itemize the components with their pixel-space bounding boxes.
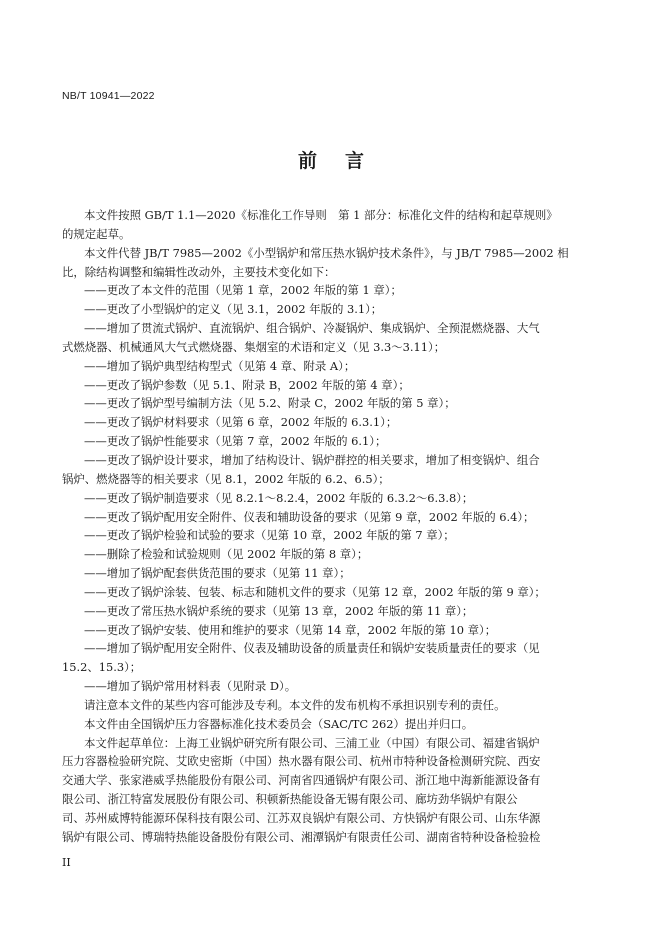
text-line: ——更改了本文件的范围（见第 1 章，2002 年版的第 1 章）； [84, 283, 402, 298]
text-line: 比，除结构调整和编辑性改动外，主要技术变化如下： [62, 264, 336, 279]
standard-code: NB/T 10941—2022 [62, 90, 155, 102]
text-line: 司、苏州威博特能源环保科技有限公司、江苏双良锅炉有限公司、方快锅炉有限公司、山东华源 [62, 811, 541, 825]
text-line: 本文件由全国锅炉压力容器标准化技术委员会（SAC/TC 262）提出并归口。 [84, 716, 474, 731]
text-line: ——增加了贯流式锅炉、直流锅炉、组合锅炉、冷凝锅炉、集成锅炉、全预混燃烧器、大气 [84, 321, 540, 336]
title-char-2: 言 [345, 150, 365, 172]
text-line: ——更改了锅炉安装、使用和维护的要求（见第 14 章，2002 年版的第 10 章）； [84, 622, 497, 637]
page-title [0, 146, 662, 173]
text-line: ——删除了检验和试验规则（见 2002 年版的第 8 章）； [84, 547, 369, 562]
text-line: 式燃烧器、机械通风大气式燃烧器、集烟室的术语和定义（见 3.3～3.11）； [62, 339, 446, 354]
text-line: 本文件起草单位：上海工业锅炉研究所有限公司、三浦工业（中国）有限公司、福建省锅炉 [84, 735, 540, 750]
text-line: 请注意本文件的某些内容可能涉及专利。本文件的发布机构不承担识别专利的责任。 [84, 697, 506, 712]
text-line: ——更改了锅炉材料要求（见第 6 章，2002 年版的 6.3.1）； [84, 415, 398, 430]
text-line: 限公司、浙江特富发展股份有限公司、积顿新热能设备无锡有限公司、廊坊劲华锅炉有限公 [62, 792, 518, 807]
text-line: 本文件代替 JB/T 7985—2002《小型锅炉和常压热水锅炉技术条件》，与 JB/T 7985—2002 相 [84, 245, 569, 260]
text-line: ——更改了锅炉参数（见 5.1、附录 B，2002 年版的第 4 章）； [84, 377, 410, 392]
text-line: ——增加了锅炉配用安全附件、仪表及辅助设备的质量责任和锅炉安装质量责任的要求（见 [84, 641, 540, 656]
text-line: ——增加了锅炉配套供货范围的要求（见第 11 章）； [84, 566, 351, 581]
text-line: ——更改了小型锅炉的定义（见 3.1，2002 年版的 3.1）； [84, 302, 383, 317]
text-line: 锅炉、燃烧器等的相关要求（见 8.1，2002 年版的 6.2、6.5）； [62, 471, 390, 486]
page-number: II [62, 856, 71, 869]
foreword-body [62, 206, 600, 847]
text-line: 的规定起草。 [62, 226, 131, 241]
text-line: ——增加了锅炉典型结构型式（见第 4 章、附录 A）； [84, 358, 356, 373]
text-line: 15.2、15.3）； [62, 660, 142, 675]
text-line: ——更改了锅炉配用安全附件、仪表和辅助设备的要求（见第 9 章，2002 年版的 6.4）； [84, 509, 535, 524]
text-line: 压力容器检验研究院、艾欧史密斯（中国）热水器有限公司、杭州市特种设备检测研究院、西安 [62, 754, 541, 769]
title-char-1: 前 [297, 150, 317, 172]
text-line: ——更改了锅炉制造要求（见 8.2.1～8.2.4，2002 年版的 6.3.2～6.3.8）； [84, 490, 474, 505]
text-line: 锅炉有限公司、博瑞特热能设备股份有限公司、湘潭锅炉有限责任公司、湖南省特种设备检验检 [62, 829, 541, 844]
text-line: ——更改了锅炉性能要求（见第 7 章，2002 年版的 6.1）； [84, 434, 387, 449]
text-line: ——更改了常压热水锅炉系统的要求（见第 13 章，2002 年版的第 11 章）； [84, 603, 474, 618]
text-line: 交通大学、张家港威孚热能股份有限公司、河南省四通锅炉有限公司、浙江地中海新能源设备有 [62, 773, 541, 788]
text-line: ——增加了锅炉常用材料表（见附录 D）。 [84, 679, 297, 694]
text-line: ——更改了锅炉型号编制方法（见 5.2、附录 C，2002 年版的第 5 章）； [84, 396, 456, 411]
text-line: ——更改了锅炉检验和试验的要求（见第 10 章，2002 年版的第 7 章）； [84, 528, 455, 543]
text-line: ——更改了锅炉涂装、包装、标志和随机文件的要求（见第 12 章，2002 年版的第 9 章）； [84, 584, 546, 599]
text-line: ——更改了锅炉设计要求，增加了结构设计、锅炉群控的相关要求，增加了相变锅炉、组合 [84, 452, 540, 467]
text-line: 本文件按照 GB/T 1.1—2020《标准化工作导则 第 1 部分：标准化文件的结构和起草规则》 [84, 208, 558, 222]
